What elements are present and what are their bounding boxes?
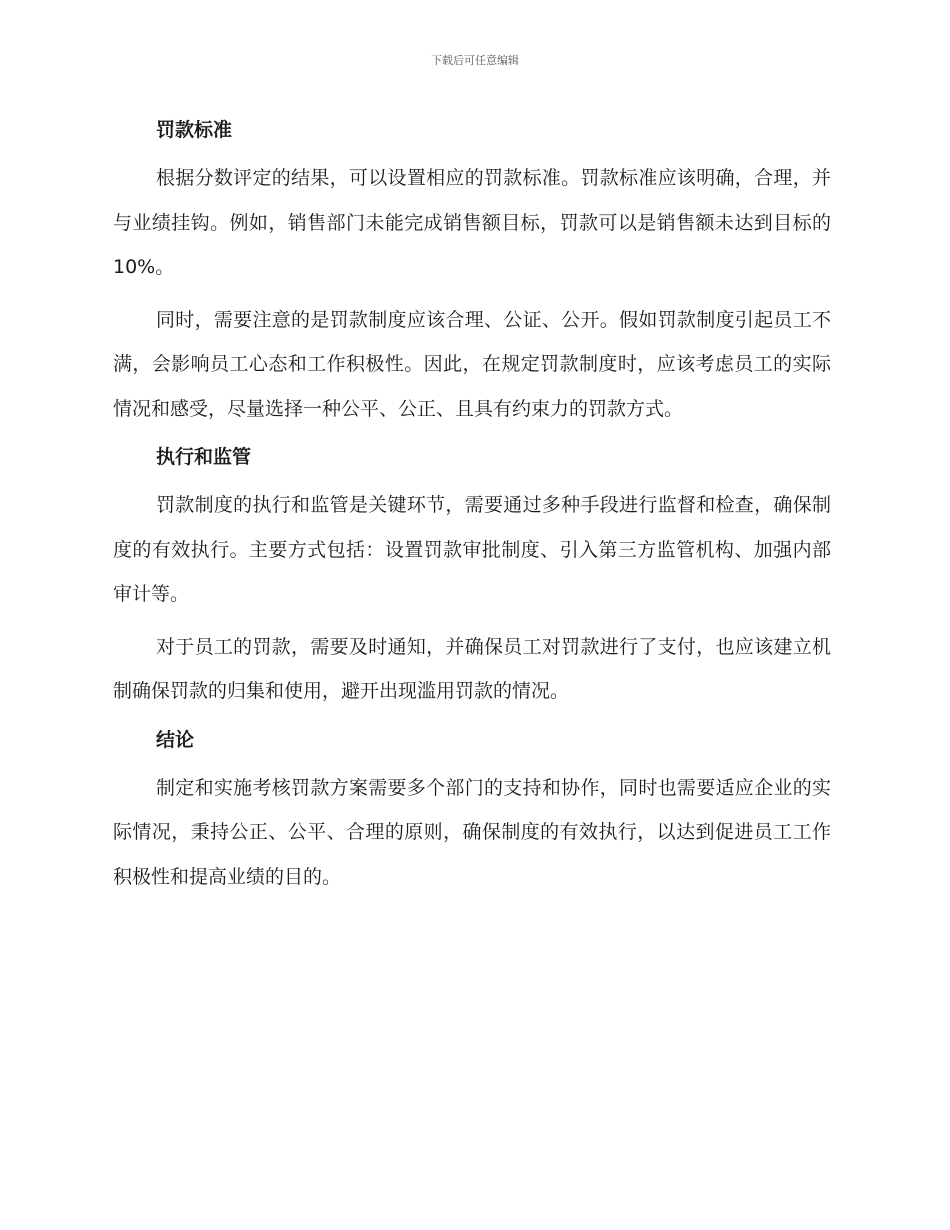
paragraph: 根据分数评定的结果，可以设置相应的罚款标准。罚款标准应该明确，合理，并与业绩挂钩。例如，销售部门未能完成销售额目标，罚款可以是销售额未达到目标的 10%。 <box>113 167 831 278</box>
section-heading-execution-supervision: 执行和监管 <box>156 446 252 468</box>
section-heading-penalty-standard: 罚款标准 <box>156 119 233 141</box>
page-header: 下载后可任意编辑 <box>431 54 519 67</box>
paragraph: 罚款制度的执行和监管是关键环节，需要通过多种手段进行监督和检查，确保制度的有效执行。主要方式包括：设置罚款审批制度、引入第三方监管机构、加强内部审计等。 <box>113 494 831 605</box>
paragraph: 同时，需要注意的是罚款制度应该合理、公证、公开。假如罚款制度引起员工不满，会影响员工心态和工作积极性。因此，在规定罚款制度时，应该考虑员工的实际情况和感受，尽量选择一种公平、公正、且具有约束力的罚款方式。 <box>113 308 831 420</box>
paragraph: 对于员工的罚款，需要及时通知，并确保员工对罚款进行了支付，也应该建立机制确保罚款的归集和使用，避开出现滥用罚款的情况。 <box>113 635 831 702</box>
section-heading-conclusion: 结论 <box>156 728 195 751</box>
paragraph: 制定和实施考核罚款方案需要多个部门的支持和协作，同时也需要适应企业的实际情况，秉持公正、公平、合理的原则，确保制度的有效执行，以达到促进员工工作积极性和提高业绩的目的。 <box>113 776 831 888</box>
document-body <box>113 112 831 899</box>
